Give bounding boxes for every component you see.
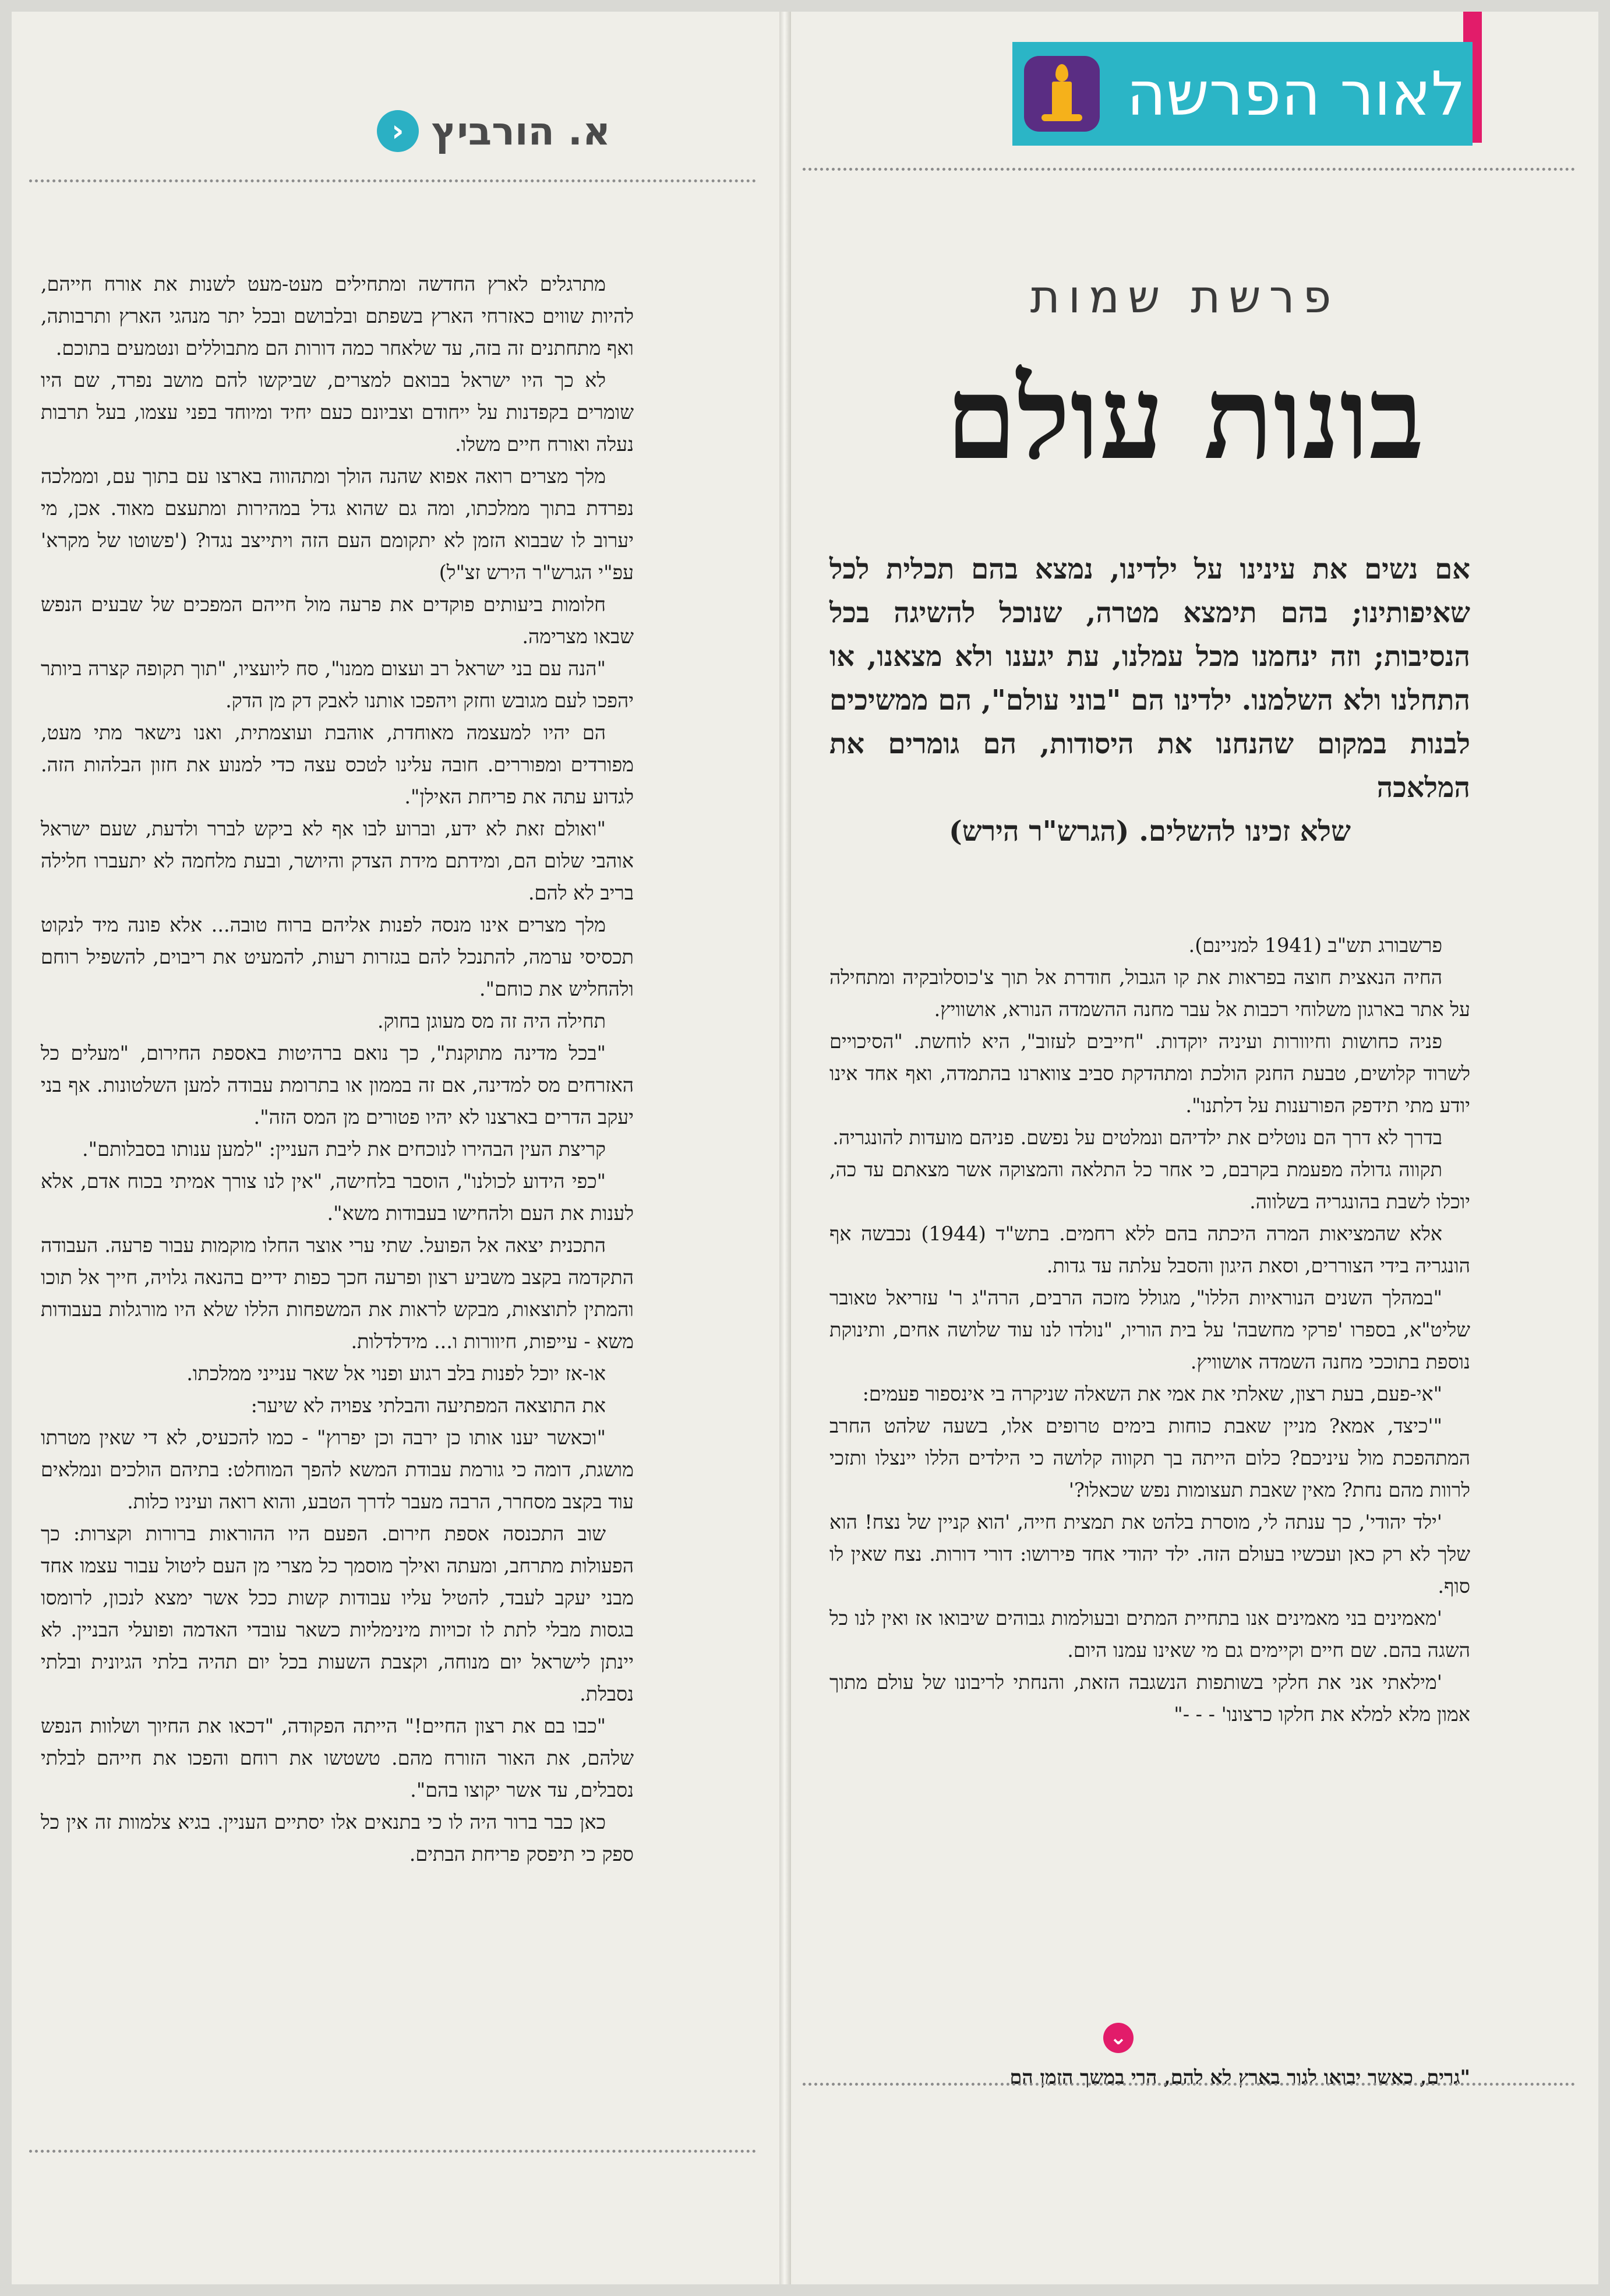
lead-signature: שלא זכינו להשלים. (הגרש"ר הירש) <box>949 815 1351 848</box>
lead-quote <box>829 548 1470 853</box>
footer-divider <box>803 2083 1575 2086</box>
paragraph: פרשבורג תש"ב (1941 למניינם). <box>1188 934 1442 957</box>
chevron-left-icon: ‹ <box>377 110 419 152</box>
paragraph: "כבו בם את רצון החיים!" הייתה הפקודה, "דכאו את החיוך ושלוות הנפש שלהם, את האור הזורח מהם. טשטשו את רוחם והפכו את חייהם לבלתי נסבלים, עד אשר יקוצו בהם". <box>41 1715 634 1801</box>
paragraph: "ואולם זאת לא ידע, וברוע לבו אף לא ביקש לברר ולדעת, שעם ישראל אוהבי שלום הם, ומידתם מידת הצדק והיושר, ובעת מלחמה לא יתעברו חלילה בריב לא להם. <box>41 817 634 904</box>
paragraph: בדרך לא דרך הם נוטלים את ילדיהם ונמלטים על נפשם. פניהם מועדות להונגריה. <box>832 1126 1442 1149</box>
paragraph: "במהלך השנים הנוראיות הללו", מגולל מזכה הרבים, הרה"ג ר' עזריאל טאובר שליט"א, בספרו 'פרקי מחשבה' על בית הוריו, "נולדו לנו עוד שלושה אחים, ותינוקת נוספת בתוככי מחנה השמדה אושוויץ. <box>829 1286 1470 1373</box>
paragraph: "אי-פעם, בעת רצון, שאלתי את אמי את השאלה שניקרה בי אינספור פעמים: <box>862 1382 1442 1405</box>
paragraph: או-אז יוכל לפנות בלב רגוע ופנוי אל שאר ענייני ממלכתו. <box>186 1362 606 1385</box>
paragraph: מלך מצרים רואה אפוא שהנה הולך ומתהווה בארצו עם בתוך עם, וממלכה נפרדת בתוך ממלכתו, ומה גם שהוא גדל במהירות ומתעצם מאוד. אכן, מי יערוב לו שבבוא הזמן לא יתקומם העם הזה ויתייצב נגדו? ('פשוטו של מקרא' עפ"י הגרש"ר הירש זצ"ל) <box>41 465 634 584</box>
paragraph: חלומות ביעותים פוקדים את פרעה מול חייהם המפכים של שבעים הנפש שבאו מצרימה. <box>41 593 634 648</box>
author-name: א. הורביץ <box>431 108 610 154</box>
lead-text: אם נשים את עינינו על ילדינו, נמצא בהם תכלית לכל שאיפותינו; בהם תימצא מטרה, שנוכל להשיגה בכל הנסיבות; וזה ינחמנו מכל עמלנו, עת יגענו ולא מצאנו, או התחלנו ולא השלמנו. ילדינו הם "בוני עולם", הם ממשיכים לבנות במקום שהנחנו את היסודות, הם גומרים את המלאכה <box>829 553 1470 804</box>
paragraph: לא כך היו ישראל בבואם למצרים, שביקשו להם מושב נפרד, שם היו שומרים בקפדנות על ייחודם וצביונם כעם יחיד ומיוחד בפני עצמו, בעל תרבות נעלה ואורח חיים משלו. <box>41 369 634 456</box>
paragraph: תחילה היה זה מס מעוגן בחוק. <box>377 1010 606 1032</box>
continued-text: "גרים, כאשר יבואו לגור בארץ לא להם, הרי במשך הזמן הם <box>1009 2066 1470 2089</box>
page-fold <box>779 12 791 2284</box>
right-article-body <box>829 929 1470 1730</box>
paragraph: מתרגלים לארץ החדשה ומתחילים מעט-מעט לשנות את אורח חייהם, להיות שווים כאזרחי הארץ בשפתם ובלבושם ובכל יתר מנהגי הארץ ותרבותה, ואף מתחתנים זה בזה, עד שלאחר כמה דורות הם מתבוללים ונטמעים בתוכם. <box>41 273 634 359</box>
paragraph: כאן כבר ברור היה לו כי בתנאים אלו יסתיים העניין. בגיא צלמוות זה אין כל ספק כי תיפסק פריחת הבתים. <box>41 1811 634 1865</box>
parasha-name: פרשת שמות <box>1030 271 1340 323</box>
article-title: בונות עולם <box>945 351 1424 485</box>
header-divider <box>29 179 756 182</box>
footer-divider <box>29 2150 756 2153</box>
paragraph: 'מאמינים בני מאמינים אנו בתחיית המתים ובעולמות גבוהים שיבואו אז ואין לנו כל השגה בהם. שם חיים וקיימים גם מי שאינו עמנו היום. <box>829 1607 1470 1662</box>
paragraph: הם יהיו למעצמה מאוחדת, אוהבת ועוצמתית, ואנו נישאר מתי מעט, מפורדים ומפוררים. חובה עלינו לטכס עצה כדי למנוע את חזון הבלהות הזה. לגדוע עתה את פריחת האילן". <box>41 721 634 808</box>
paragraph: קריצת העין הבהירו לנוכחים את ליבת העניין: "למען ענותו בסבלותם". <box>82 1138 606 1161</box>
paragraph: 'ילד יהודי', כך ענתה לי, מוסרת בלהט את תמצית חייה, 'הוא קניין של נצח! הוא שלך לא רק כאן ועכשיו בעולם הזה. ילד יהודי אחד פירושו: דורי דורות. נצח שאין לו סוף. <box>829 1511 1470 1597</box>
paragraph: "'כיצד, אמא? מניין שאבת כוחות בימים טרופים אלו, בשעה שלהט החרב המתהפכת מול עיניכם? כלום הייתה בך תקווה קלושה כי הילדים הללו יינצלו ותזכי לרוות מהם נחת? מאין שאבת תעצומות נפש שכאלו?' <box>829 1415 1470 1501</box>
author-header <box>35 99 610 163</box>
paragraph: פניה כחושות וחיוורות ועיניה יוקדות. "חייבים לעזוב", היא לוחשת. "הסיכויים לשרוד קלושים, טבעת החנק הולכת ומתהדקת סביב צווארנו בהתמדה, ואף אחד אינו יודע מתי תידפק הפורענות על דלתנו". <box>829 1030 1470 1117</box>
paragraph: את התוצאה המפתיעה והבלתי צפויה לא שיער: <box>250 1394 606 1417</box>
paragraph: התכנית יצאה אל הפועל. שתי ערי אוצר החלו מוקמות עבור פרעה. העבודה התקדמה בקצב משביע רצון ופרעה חכך כפות ידיים בהנאה גלויה, חייך אל תוכו והמתין לתוצאות, מבקש לראות את המשפחות הללו שלא היו מורגלות בעבודות משא - עייפות, חיוורות ו... מידלדלות. <box>41 1234 634 1353</box>
candle-icon <box>1012 42 1111 146</box>
right-page <box>791 12 1598 2284</box>
paragraph: 'מילאתי אני את חלקי בשותפות הנשגבה הזאת, והנחתי לריבונו של עולם מתוך אמון מלא למלא את חלקו כרצונו' - - -" <box>829 1671 1470 1726</box>
paragraph: "בכל מדינה מתוקנת", כך נואם ברהיטות באספת החירום, "מעלים כל האזרחים מס למדינה, אם זה בממון או בתרומת עבודה למען השלטונות. אף בני יעקב הדרים בארצנו לא יהיו פטורים מן המס הזה". <box>41 1042 634 1128</box>
paragraph: תקווה גדולה מפעמת בקרבם, כי אחר כל התלאה והמצוקה אשר מצאתם עד כה, יוכלו לשבת בהונגריה בשלווה. <box>829 1158 1470 1213</box>
magazine-spread <box>12 12 1598 2284</box>
chevron-down-icon[interactable]: ⌄ <box>1103 2023 1134 2053</box>
paragraph: "הנה עם בני ישראל רב ועצום ממנו", סח ליועציו, "תוך תקופה קצרה ביותר יהפכו לעם מגובש וחזק ויהפכו אותנו לאבק דק מן הדק. <box>41 657 634 712</box>
header-divider <box>803 168 1575 171</box>
left-page <box>12 12 779 2284</box>
section-title: לאור הפרשה <box>1127 58 1466 129</box>
paragraph: "וכאשר יענו אותו כן ירבה וכן יפרוץ" - כמו להכעיס, לא די שאין מטרתו מושגת, דומה כי גורמת עבודת המשא להפך המוחלט: בתיהם הולכים ונמלאים עוד בקצב מסחרר, הרבה מעבר לדרך הטבע, והוא רואה ועיניו כלות. <box>41 1426 634 1513</box>
paragraph: החיה הנאצית חוצה בפראות את קו הגבול, חודרת אל תוך צ'כוסלובקיה ומתחילה על אתר בארגון משלוחי רכבות אל עבר מחנה ההשמדה הנורא, אושוויץ. <box>829 966 1470 1021</box>
section-banner <box>1012 42 1473 146</box>
paragraph: אלא שהמציאות המרה היכתה בהם ללא רחמים. בתש"ד (1944) נכבשה אף הונגריה בידי הצוררים, וסאת היגון והסבל עלתה עד גדות. <box>829 1222 1470 1277</box>
paragraph: "כפי הידוע לכולנו", הוסבר בלחישה, "אין לנו צורך אמיתי בכוח אדם, אלא לענות את העם ולהחישו בעבודות משא". <box>41 1170 634 1225</box>
left-article-body <box>41 268 634 1870</box>
paragraph: מלך מצרים אינו מנסה לפנות אליהם ברוח טובה... אלא פונה מיד לנקוט תכסיסי ערמה, להתנכל להם בגזרות רעות, להמעיט את ריבוים, להשפיל רוחם ולהחליש את כוחם". <box>41 914 634 1000</box>
paragraph: שוב התכנסה אספת חירום. הפעם היו ההוראות ברורות וקצרות: כך הפעולות מתרחב, ומעתה ואילך מוסמך כל מצרי מן העם ליטול עבור עצמו אחד מבני יעקב לעבד, להטיל עליו עבודות קשות ככל אשר ימצא לנכון, לרומסו בגסות מבלי לתת לו זכויות מינימליות כשאר עובדי האדמה ופועלי הבניין. לא יינתן לישראל יום מנוחה, וקצבת השעות בכל יום תהיה בלתי הגיונית ובלתי נסבלת. <box>41 1522 634 1705</box>
